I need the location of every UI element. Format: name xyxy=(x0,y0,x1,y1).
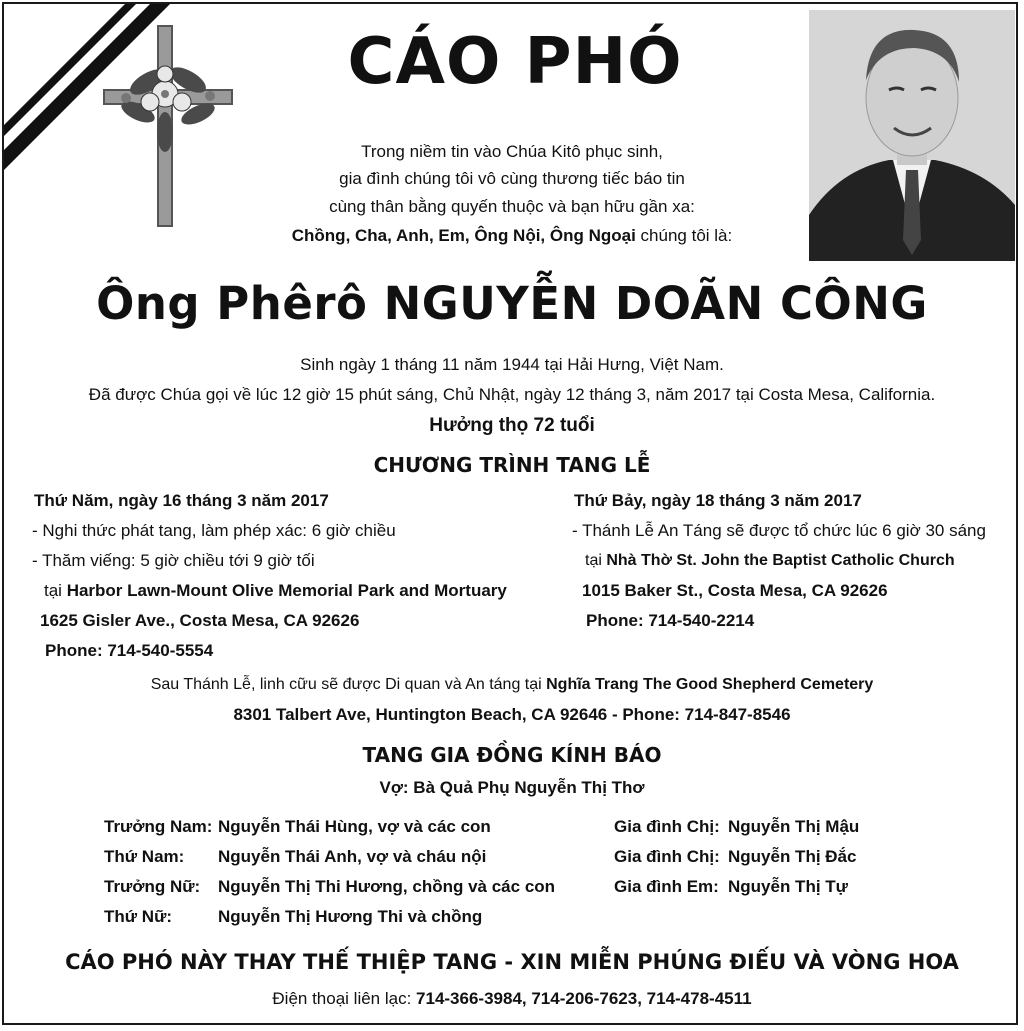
death-info: Đã được Chúa gọi về lúc 12 giờ 15 phút sáng, Chủ Nhật, ngày 12 tháng 3, năm 2017 tại Costa Mesa, California. xyxy=(88,385,936,404)
sibling-name: Nguyễn Thị Đắc xyxy=(728,847,857,866)
page-title: CÁO PHÓ xyxy=(347,25,683,99)
sibling-role: Gia đình Chị: xyxy=(614,847,720,866)
child-role: Thứ Nam: xyxy=(104,847,185,866)
left-venue: Harbor Lawn-Mount Olive Memorial Park and Mortuary xyxy=(66,581,507,600)
left-venue-line xyxy=(44,576,507,606)
footer-notice: CÁO PHÓ NÀY THAY THẾ THIỆP TANG - XIN MIỄN PHÚNG ĐIẾU VÀ VÒNG HOA xyxy=(65,950,959,974)
burial-place: Nghĩa Trang The Good Shepherd Cemetery xyxy=(546,676,874,693)
right-venue-line xyxy=(585,546,955,576)
program-heading: CHƯƠNG TRÌNH TANG LỄ xyxy=(373,453,651,477)
child-name: Nguyễn Thị Hương Thi và chồng xyxy=(218,907,483,926)
sibling-name: Nguyễn Thị Mậu xyxy=(728,817,860,836)
burial-address: 8301 Talbert Ave, Huntington Beach, CA 92646 - Phone: 714-847-8546 xyxy=(233,705,791,724)
child-role: Trưởng Nữ: xyxy=(104,877,201,896)
intro-line-3: cùng thân bằng quyến thuộc và bạn hữu gần xa: xyxy=(329,197,695,216)
right-line-1: - Thánh Lễ An Táng sẽ được tổ chức lúc 6 giờ 30 sáng xyxy=(572,521,986,540)
child-role: Trưởng Nam: xyxy=(104,817,213,836)
wife-line: Vợ: Bà Quả Phụ Nguyễn Thị Thơ xyxy=(379,778,645,797)
left-line-1: - Nghi thức phát tang, làm phép xác: 6 giờ chiều xyxy=(32,521,396,540)
sibling-role: Gia đình Chị: xyxy=(614,817,720,836)
left-date: Thứ Năm, ngày 16 tháng 3 năm 2017 xyxy=(34,491,329,510)
left-phone: Phone: 714-540-5554 xyxy=(45,641,214,660)
right-venue: Nhà Thờ St. John the Baptist Catholic Church xyxy=(606,552,955,569)
contact-numbers: 714-366-3984, 714-206-7623, 714-478-4511 xyxy=(416,989,752,1008)
relations-suffix: chúng tôi là: xyxy=(635,226,733,245)
sibling-role: Gia đình Em: xyxy=(614,877,719,896)
sibling-name: Nguyễn Thị Tự xyxy=(728,877,848,896)
intro-line-2: gia đình chúng tôi vô cùng thương tiếc báo tin xyxy=(339,169,685,188)
age-info: Hưởng thọ 72 tuổi xyxy=(429,415,595,436)
intro-line-1: Trong niềm tin vào Chúa Kitô phục sinh, xyxy=(361,142,663,161)
relations-line xyxy=(0,224,1024,248)
contact-prefix: Điện thoại liên lạc: xyxy=(272,989,417,1008)
child-name: Nguyễn Thị Thi Hương, chồng và các con xyxy=(218,877,556,896)
contact-line xyxy=(0,984,1024,1014)
burial-prefix: Sau Thánh Lễ, linh cữu sẽ được Di quan và An táng tại xyxy=(150,676,547,693)
burial-line xyxy=(0,670,1024,700)
relations-bold: Chồng, Cha, Anh, Em, Ông Nội, Ông Ngoại xyxy=(291,226,636,245)
right-date: Thứ Bảy, ngày 18 tháng 3 năm 2017 xyxy=(574,491,862,510)
right-address: 1015 Baker St., Costa Mesa, CA 92626 xyxy=(582,581,888,600)
deceased-name: Ông Phêrô NGUYỄN DOÃN CÔNG xyxy=(96,277,928,330)
family-heading: TANG GIA ĐỒNG KÍNH BÁO xyxy=(362,743,662,767)
left-address: 1625 Gisler Ave., Costa Mesa, CA 92626 xyxy=(40,611,360,630)
left-venue-prefix: tại xyxy=(44,581,67,600)
child-role: Thứ Nữ: xyxy=(104,907,173,926)
right-venue-prefix: tại xyxy=(585,552,607,569)
right-phone: Phone: 714-540-2214 xyxy=(586,611,755,630)
left-line-2: - Thăm viếng: 5 giờ chiều tới 9 giờ tối xyxy=(32,551,315,570)
child-name: Nguyễn Thái Anh, vợ và cháu nội xyxy=(218,847,487,866)
birth-info: Sinh ngày 1 tháng 11 năm 1944 tại Hải Hưng, Việt Nam. xyxy=(300,355,724,374)
child-name: Nguyễn Thái Hùng, vợ và các con xyxy=(218,817,491,836)
